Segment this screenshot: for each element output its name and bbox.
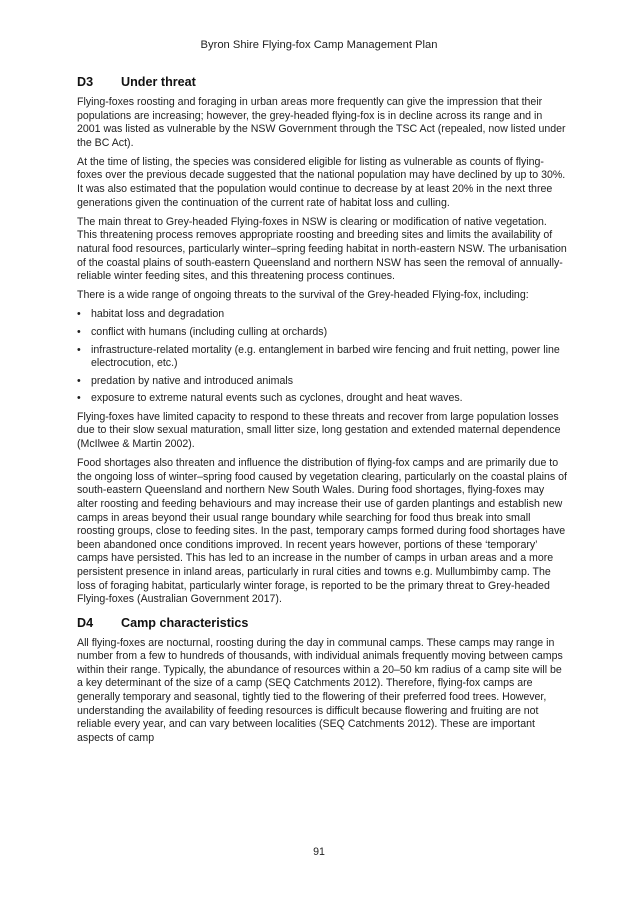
bullet-icon: • xyxy=(77,343,81,356)
section-title: Under threat xyxy=(121,75,196,89)
paragraph: All flying-foxes are nocturnal, roosting during the day in communal camps. These camps may range in number from a few to hundreds of thousands, with individual animals frequently moving between camps within their range. Typically, the abundance of resources within a 20–50 km radius of a camp site will be a key determinant of the size of a camp (SEQ Catchments 2012). Therefore, flying-fox camps are generally temporary and seasonal, tightly tied to the flowering of their preferred food trees. However, understanding the availability of feeding resources is difficult because flowering and fruiting are not reliable every year, and can vary between localities (SEQ Catchments 2012). These are important aspects of camp xyxy=(77,636,563,744)
paragraph: At the time of listing, the species was considered eligible for listing as vulnerable as counts of flying-foxes over the previous decade suggested that the national population may have declined by up to 30%. It was also estimated that the population would continue to decrease by at least 20% in the next three generations given the continuation of the current rate of habitat loss and culling. xyxy=(77,155,566,209)
page-body xyxy=(77,75,567,751)
bullet-icon: • xyxy=(77,325,81,338)
running-header: Byron Shire Flying-fox Camp Management Plan xyxy=(200,39,438,51)
paragraph: Flying-foxes have limited capacity to respond to these threats and recover from large population losses due to their slow sexual maturation, small litter size, long gestation and extended maternal dependence (McIlwee & Martin 2002). xyxy=(77,410,561,451)
bullet-icon: • xyxy=(77,392,81,405)
list-item: • exposure to extreme natural events such as cyclones, drought and heat waves. xyxy=(77,392,463,405)
bullet-icon: • xyxy=(77,308,81,321)
list-item: • habitat loss and degradation xyxy=(77,308,225,321)
section-number: D3 xyxy=(77,75,94,89)
section-title: Camp characteristics xyxy=(121,615,249,630)
paragraph: Flying-foxes roosting and foraging in urban areas more frequently can give the impression that their populations are increasing; however, the grey-headed flying-fox is in decline across its range and in 2001 was listed as vulnerable by the NSW Government through the TSC Act (repealed, now listed under the BC Act). xyxy=(77,96,566,149)
page-number: 91 xyxy=(313,846,325,858)
section-number: D4 xyxy=(77,615,94,630)
list-item: • infrastructure-related mortality (e.g. entanglement in barbed wire fencing and fruit netting, power line electrocution, etc.) xyxy=(77,343,560,370)
bullet-icon: • xyxy=(77,374,81,387)
paragraph: There is a wide range of ongoing threats to the survival of the Grey-headed Flying-fox, including: xyxy=(77,289,529,302)
section-heading-d4 xyxy=(77,616,567,630)
threat-list xyxy=(77,308,567,406)
paragraph: Food shortages also threaten and influence the distribution of flying-fox camps and are primarily due to the ongoing loss of winter–spring food caused by vegetation clearing, particularly on the coastal plains of south-eastern Queensland and northern New South Wales. During food shortages, flying-foxes may alter roosting and feeding behaviours and may increase their use of garden plantings and establish new camps in areas beyond their usual range boundary while searching for food thus break into small roosting groups, close to feeding sites. In the past, temporary camps formed during food shortages have been abandoned once conditions improved. In recent years however, portions of these ‘temporary’ camps have persisted. This has led to an increase in the number of camps in urban areas and a more persistent presence in inland areas, particularly in rural cities and towns e.g. Mullumbimby camp. The loss of foraging habitat, particularly winter forage, is reported to be the primary threat to Grey-headed Flying-foxes (Australian Government 2017). xyxy=(77,457,567,606)
paragraph: The main threat to Grey-headed Flying-foxes in NSW is clearing or modification of native vegetation. This threatening process removes appropriate roosting and breeding sites and limits the availability of natural food resources, particularly winter–spring feeding habitat in north-eastern NSW. The urbanisation of the coastal plains of south-eastern Queensland and northern NSW has seen the removal of annually-reliable winter feeding sites, and this threatening process continues. xyxy=(77,215,567,283)
section-heading-d3 xyxy=(77,75,567,89)
list-item: • conflict with humans (including culling at orchards) xyxy=(77,325,328,338)
list-item: • predation by native and introduced animals xyxy=(77,374,294,387)
